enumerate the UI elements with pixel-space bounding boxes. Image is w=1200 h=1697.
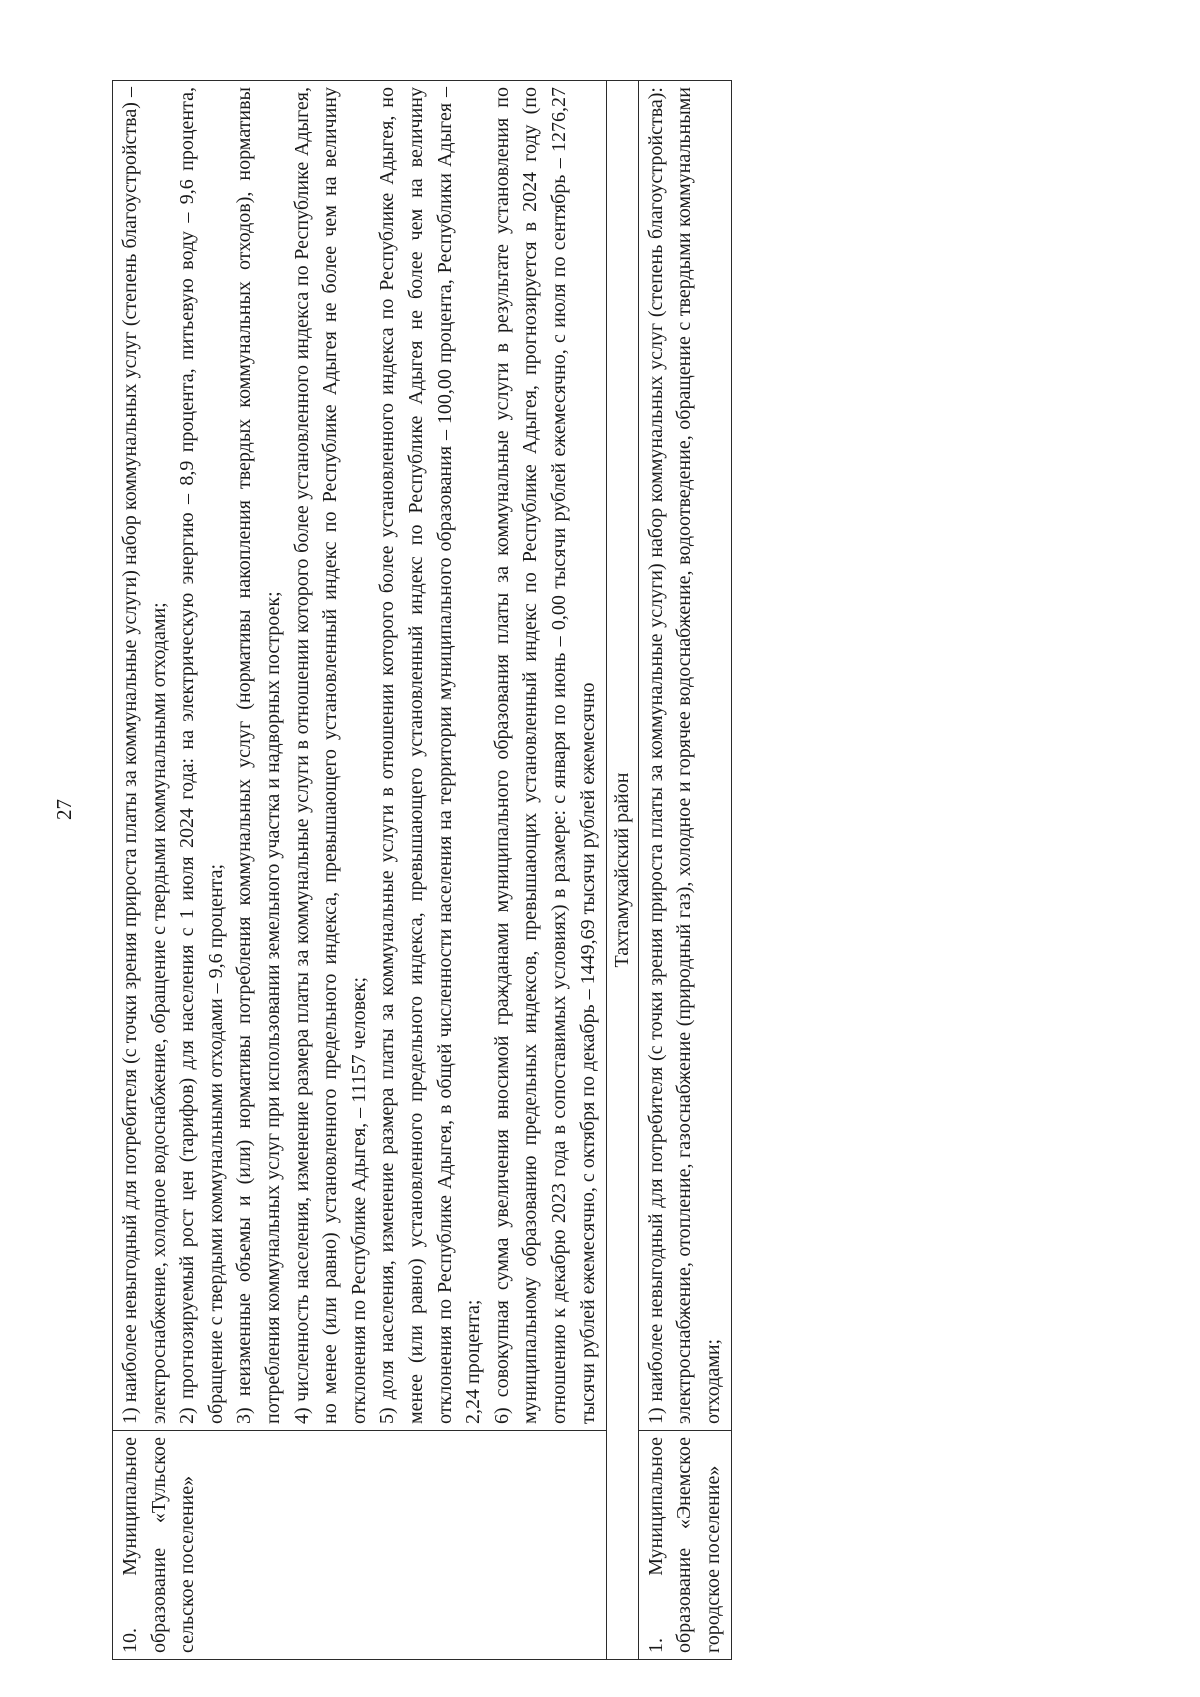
conditions-cell: [113, 81, 607, 1431]
list-item: 1) наиболее невыгодный для потребителя (с точки зрения прироста платы за коммунальные услуги) набор коммунальных услуг (степень благоустройства): электроснабжение, отопление, газоснабжение (природный газ), холодное и горячее водоснабжение, водоотведение, обращение с твердыми коммунальными отходами;: [644, 87, 724, 1424]
table-row: [113, 81, 607, 1660]
municipality-cell: 1. Муниципальное образование «Энемское городское поселение»: [638, 1431, 732, 1660]
conditions-cell: [638, 81, 732, 1431]
list-item: 6) совокупная сумма увеличения вносимой гражданами муниципального образования платы за коммунальные услуги в результате установления по муниципальному образованию предельных индексов, превышающих установленный индекс по Республике Адыгея, прогнозируется в 2024 году (по отношению к декабрю 2023 года в сопоставимых условиях) в размере: с января по июнь – 0,00 тысячи рублей ежемесячно, с июля по сентябрь – 1276,27 тысячи рублей ежемесячно, с октября по декабрь – 1449,69 тысячи рублей ежемесячно: [490, 87, 599, 1424]
list-item: 1) наиболее невыгодный для потребителя (с точки зрения прироста платы за коммунальные услуги) набор коммунальных услуг (степень благоустройства) – электроснабжение, холодное водоснабжение, обращение с твердыми коммунальными отходами;: [119, 87, 170, 1424]
tariff-table: [112, 80, 732, 1660]
list-item: 3) неизменные объемы и (или) нормативы потребления коммунальных услуг (нормативы накопления твердых коммунальных отходов), нормативы потребления коммунальных услуг при использовании земельного участка и надворных построек;: [233, 87, 284, 1424]
table-row: [638, 81, 732, 1660]
list-item: 2) прогнозируемый рост цен (тарифов) для населения с 1 июля 2024 года: на электрическую энергию – 8,9 процента, питьевую воду – 9,6 процента, обращение с твердыми коммунальными отходами – 9,6 процента;: [176, 87, 227, 1424]
page-number: 27: [52, 799, 76, 820]
list-item: 5) доля населения, изменение размера платы за коммунальные услуги в отношении которого более установленного индекса по Республике Адыгея, но менее (или равно) установленного предельного индекса, превышающего установленный индекс по Республике Адыгея не более чем на величину отклонения по Республике Адыгея, в общей численности населения на территории муниципального образования – 100,00 процента, Республики Адыгея – 2,24 процента;: [376, 87, 485, 1424]
municipality-cell: 10. Муниципальное образование «Тульское сельское поселение»: [113, 1431, 607, 1660]
rotated-table-container: [112, 80, 1017, 1660]
district-name: Тахтамукайский район: [607, 81, 639, 1660]
list-item: 4) численность населения, изменение размера платы за коммунальные услуги в отношении которого более установленного индекса по Республике Адыгея, но менее (или равно) установленного предельного индекса, превышающего установленный индекс по Республике Адыгея не более чем на величину отклонения по Республике Адыгея, – 11157 человек;: [290, 87, 370, 1424]
district-header-row: [607, 81, 639, 1660]
